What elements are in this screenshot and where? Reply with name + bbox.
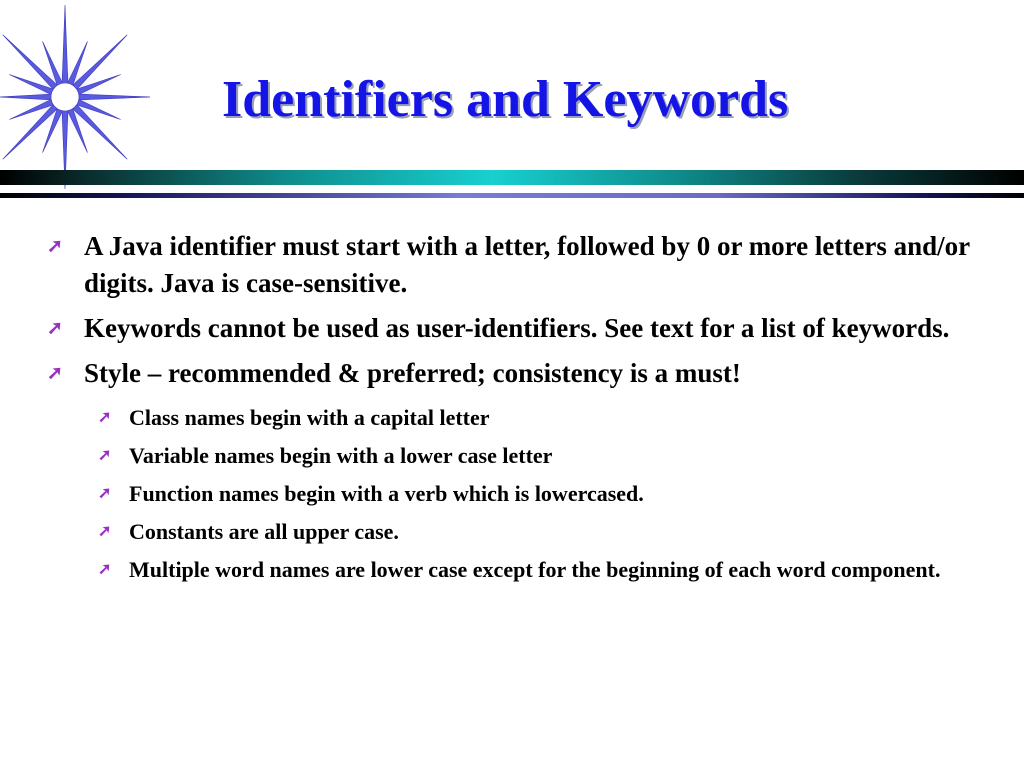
bullet-list xyxy=(44,228,984,590)
slide-title: Identifiers and Keywords xyxy=(222,71,789,128)
sub-bullet-text: Constants are all upper case. xyxy=(129,519,399,544)
sub-bullet-item xyxy=(44,514,984,549)
arrow-up-right-icon: ➚ xyxy=(98,523,112,540)
arrow-up-right-icon: ➚ xyxy=(47,236,63,257)
sub-bullet-text: Function names begin with a verb which is lowercased. xyxy=(129,481,644,506)
starburst-core xyxy=(51,83,79,111)
bullet-item xyxy=(44,310,984,347)
bullet-item xyxy=(44,228,984,302)
bullet-text: Keywords cannot be used as user-identifiers. See text for a list of keywords. xyxy=(84,313,950,343)
bullet-text: Style – recommended & preferred; consistency is a must! xyxy=(84,358,741,388)
starburst-logo-icon xyxy=(0,0,150,190)
arrow-up-right-icon: ➚ xyxy=(98,561,112,578)
arrow-up-right-icon: ➚ xyxy=(47,363,63,384)
bullet-item xyxy=(44,355,984,392)
sub-bullet-text: Multiple word names are lower case except for the beginning of each word component. xyxy=(129,557,941,582)
sub-bullet-text: Class names begin with a capital letter xyxy=(129,405,490,430)
arrow-up-right-icon: ➚ xyxy=(47,318,63,339)
arrow-up-right-icon: ➚ xyxy=(98,447,112,464)
header-accent-bar xyxy=(0,170,1024,185)
bullet-text: A Java identifier must start with a letter, followed by 0 or more letters and/or digits. Java is case-sensitive. xyxy=(84,231,970,298)
arrow-up-right-icon: ➚ xyxy=(98,409,112,426)
sub-bullet-item xyxy=(44,438,984,473)
sub-bullet-text: Variable names begin with a lower case letter xyxy=(129,443,553,468)
sub-bullet-item xyxy=(44,476,984,511)
sub-bullet-item xyxy=(44,400,984,435)
header-divider-line xyxy=(0,193,1024,198)
arrow-up-right-icon: ➚ xyxy=(98,485,112,502)
sub-bullet-item xyxy=(44,552,984,587)
sub-bullet-list xyxy=(44,400,984,587)
